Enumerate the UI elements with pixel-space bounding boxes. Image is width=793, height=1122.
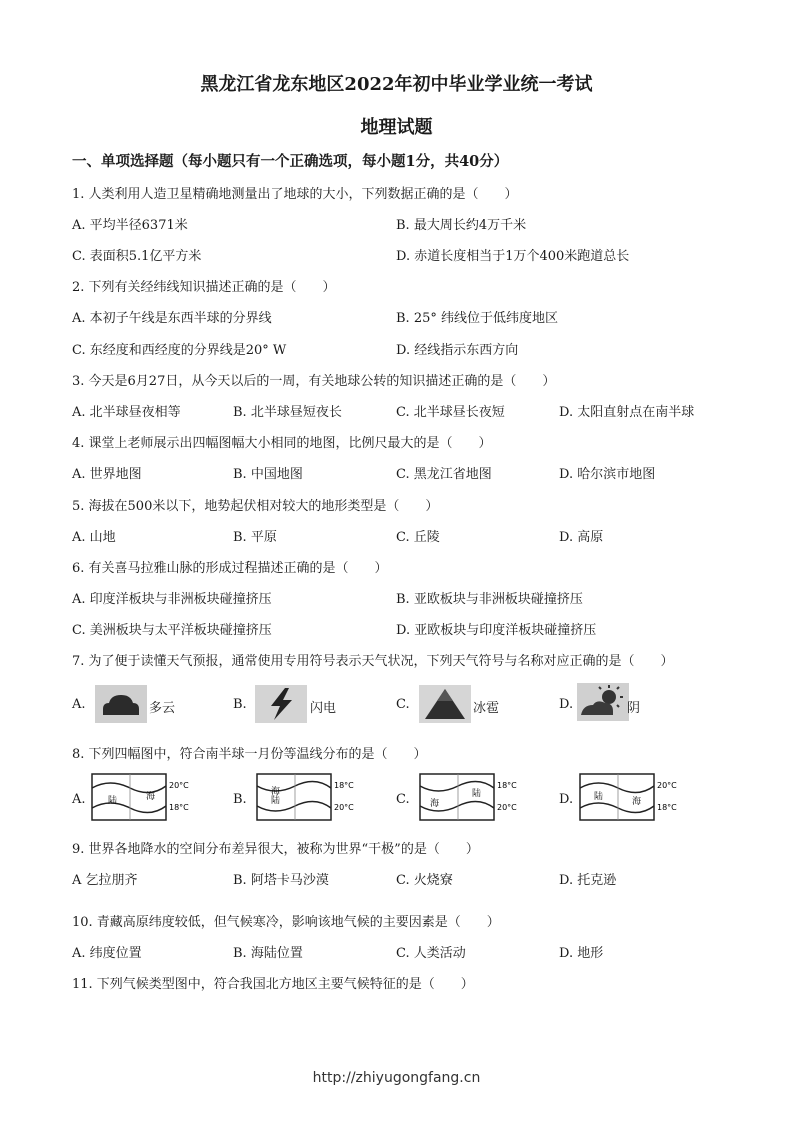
diagram-d-top-temp: 20°C [657, 781, 677, 790]
question-1-option-b: B. 最大周长约4万千米 [396, 218, 527, 233]
page-title: 黑龙江省龙东地区2022年初中毕业学业统一考试 [200, 74, 593, 95]
question-2-option-d: D. 经线指示东西方向 [396, 343, 519, 358]
diagram-a-bottom-temp: 18°C [169, 803, 189, 812]
question-7-option-a: A. [72, 697, 86, 712]
diagram-c-top-temp: 18°C [497, 781, 517, 790]
question-7-option-b: B. [233, 697, 247, 712]
question-5-option-d: D. 高原 [559, 530, 604, 545]
question-8-stem: 8. 下列四幅图中，符合南半球一月份等温线分布的是（ ） [72, 747, 427, 762]
question-7-name-a: 多云 [149, 701, 176, 716]
question-9-option-b: B. 阿塔卡马沙漠 [233, 873, 329, 888]
question-10-option-c: C. 人类活动 [396, 946, 466, 961]
diagram-d-top-label: 陆 [594, 792, 604, 802]
diagram-c-bottom-temp: 20°C [497, 803, 517, 812]
question-8-option-a: A. [72, 792, 86, 807]
question-9-option-c: C. 火烧寮 [396, 873, 453, 888]
question-2-stem: 2. 下列有关经纬线知识描述正确的是（ ） [72, 280, 336, 295]
isotherm-diagram-c [418, 772, 528, 824]
diagram-a-bottom-label: 陆 [108, 796, 118, 806]
question-8-option-c: C. [396, 792, 410, 807]
diagram-b-bottom-label: 陆 [271, 796, 281, 806]
question-9-option-a: A 乞拉朋齐 [72, 873, 138, 888]
question-5-stem: 5. 海拔在500米以下，地势起伏相对较大的地形类型是（ ） [72, 499, 439, 514]
diagram-b-top-label: 海 [271, 787, 281, 797]
question-10-stem: 10. 青藏高原纬度较低，但气候寒冷，影响该地气候的主要因素是（ ） [72, 915, 500, 930]
question-1-stem: 1. 人类利用人造卫星精确地测量出了地球的大小，下列数据正确的是（ ） [72, 187, 518, 202]
question-3-option-b: B. 北半球昼短夜长 [233, 405, 342, 420]
question-3-option-a: A. 北半球昼夜相等 [72, 405, 181, 420]
question-7-stem: 7. 为了便于读懂天气预报，通常使用专用符号表示天气状况，下列天气符号与名称对应正确的是（ ） [72, 654, 674, 669]
question-2-option-b: B. 25° 纬线位于低纬度地区 [396, 311, 558, 326]
isotherm-diagram-a [90, 772, 200, 824]
diagram-b-bottom-temp: 20°C [334, 803, 354, 812]
question-7-option-c: C. [396, 697, 410, 712]
cloud-icon [95, 685, 147, 723]
question-3-option-d: D. 太阳直射点在南半球 [559, 405, 695, 420]
question-5-option-a: A. 山地 [72, 530, 116, 545]
diagram-d-bottom-label: 海 [632, 797, 642, 807]
question-6-option-a: A. 印度洋板块与非洲板块碰撞挤压 [72, 592, 272, 607]
question-10-option-d: D. 地形 [559, 946, 604, 961]
question-4-stem: 4. 课堂上老师展示出四幅图幅大小相同的地图，比例尺最大的是（ ） [72, 436, 492, 451]
question-2-option-a: A. 本初子午线是东西半球的分界线 [72, 311, 272, 326]
diagram-c-bottom-label: 海 [430, 799, 440, 809]
footer-url[interactable]: http://zhiyugongfang.cn [312, 1070, 481, 1086]
question-6-option-c: C. 美洲板块与太平洋板块碰撞挤压 [72, 623, 272, 638]
question-10-option-b: B. 海陆位置 [233, 946, 303, 961]
hail-icon [419, 685, 471, 723]
isotherm-diagram-b [255, 772, 365, 824]
question-7-name-b: 闪电 [310, 701, 337, 716]
question-7-name-c: 冰雹 [473, 701, 500, 716]
question-9-option-d: D. 托克逊 [559, 873, 617, 888]
diagram-c-top-label: 陆 [472, 789, 482, 799]
question-8-option-d: D. [559, 792, 574, 807]
question-4-option-a: A. 世界地图 [72, 467, 142, 482]
question-5-option-c: C. 丘陵 [396, 530, 440, 545]
diagram-a-top-temp: 20°C [169, 781, 189, 790]
question-2-option-c: C. 东经度和西经度的分界线是20° W [72, 343, 287, 358]
question-7-name-d: 阴 [627, 701, 641, 716]
question-3-stem: 3. 今天是6月27日，从今天以后的一周，有关地球公转的知识描述正确的是（ ） [72, 374, 556, 389]
question-6-stem: 6. 有关喜马拉雅山脉的形成过程描述正确的是（ ） [72, 561, 388, 576]
question-7-option-d: D. [559, 697, 574, 712]
sun-cloud-icon [577, 683, 629, 721]
question-1-option-c: C. 表面积5.1亿平方米 [72, 249, 202, 264]
isotherm-diagram-d [578, 772, 688, 824]
diagram-b-top-temp: 18°C [334, 781, 354, 790]
question-4-option-b: B. 中国地图 [233, 467, 303, 482]
question-1-option-d: D. 赤道长度相当于1万个400米跑道总长 [396, 249, 630, 264]
question-3-option-c: C. 北半球昼长夜短 [396, 405, 505, 420]
lightning-icon [255, 685, 307, 723]
page-subtitle: 地理试题 [360, 117, 433, 138]
question-11-stem: 11. 下列气候类型图中，符合我国北方地区主要气候特征的是（ ） [72, 977, 474, 992]
question-6-option-b: B. 亚欧板块与非洲板块碰撞挤压 [396, 592, 583, 607]
question-6-option-d: D. 亚欧板块与印度洋板块碰撞挤压 [396, 623, 597, 638]
diagram-a-top-label: 海 [146, 792, 156, 802]
question-4-option-d: D. 哈尔滨市地图 [559, 467, 656, 482]
question-4-option-c: C. 黑龙江省地图 [396, 467, 492, 482]
diagram-d-bottom-temp: 18°C [657, 803, 677, 812]
question-8-option-b: B. [233, 792, 247, 807]
question-10-option-a: A. 纬度位置 [72, 946, 142, 961]
section-heading: 一、单项选择题（每小题只有一个正确选项，每小题1分，共40分） [72, 153, 509, 170]
question-5-option-b: B. 平原 [233, 530, 277, 545]
question-1-option-a: A. 平均半径6371米 [72, 218, 188, 233]
question-9-stem: 9. 世界各地降水的空间分布差异很大，被称为世界“干极”的是（ ） [72, 842, 479, 857]
